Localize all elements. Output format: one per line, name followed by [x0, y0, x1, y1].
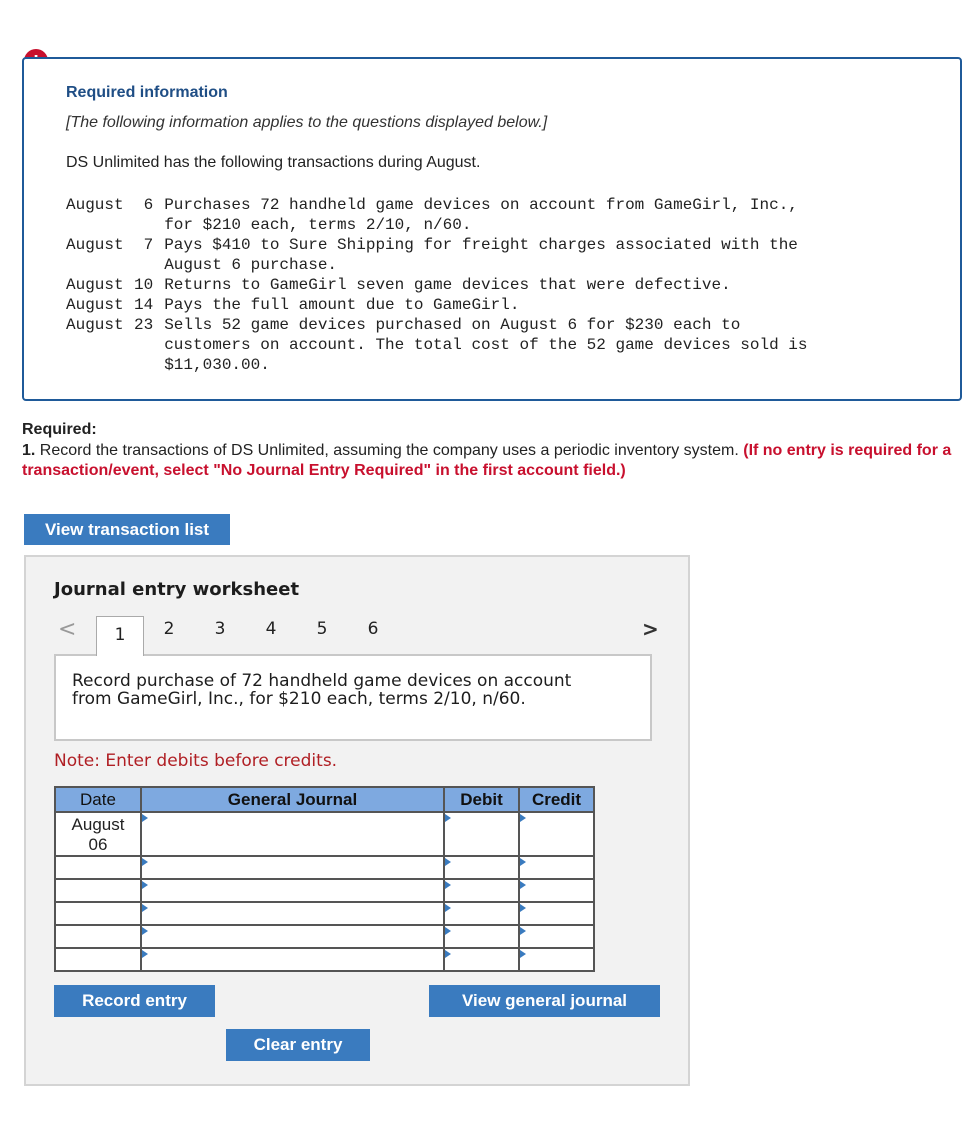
debit-input[interactable] [444, 925, 519, 948]
credit-input[interactable] [519, 925, 594, 948]
record-entry-button[interactable]: Record entry [54, 985, 215, 1017]
input-marker-icon [520, 904, 526, 912]
transaction-month: August [66, 276, 124, 294]
tab-1[interactable]: 1 [96, 616, 144, 656]
journal-row [55, 812, 594, 856]
debit-credit-note: Note: Enter debits before credits. [54, 751, 338, 771]
credit-input[interactable] [519, 948, 594, 971]
input-marker-icon [445, 904, 451, 912]
account-select[interactable] [141, 812, 444, 856]
journal-row [55, 948, 594, 971]
transaction-description-line: for $210 each, terms 2/10, n/60. [164, 216, 472, 234]
transaction-row [66, 255, 904, 275]
date-cell [55, 879, 141, 902]
journal-row [55, 879, 594, 902]
input-marker-icon [445, 858, 451, 866]
transaction-row [66, 335, 904, 355]
dropdown-marker-icon [142, 904, 148, 912]
input-marker-icon [445, 950, 451, 958]
transaction-day: 7 [143, 236, 154, 254]
tab-3[interactable]: 3 [214, 619, 226, 639]
input-marker-icon [445, 881, 451, 889]
view-general-journal-button[interactable]: View general journal [429, 985, 660, 1017]
journal-table [54, 786, 595, 972]
credit-input[interactable] [519, 856, 594, 879]
journal-row [55, 902, 594, 925]
input-marker-icon [520, 881, 526, 889]
date-cell [55, 812, 141, 856]
tab-6[interactable]: 6 [367, 619, 379, 639]
transaction-description-line: Sells 52 game devices purchased on August 6 for $230 each to [164, 316, 741, 334]
date-cell [55, 902, 141, 925]
debit-input[interactable] [444, 879, 519, 902]
chevron-left-icon[interactable]: < [58, 617, 77, 642]
applies-note: [The following information applies to the questions displayed below.] [66, 114, 548, 131]
credit-header: Credit [519, 787, 594, 812]
general-journal-header: General Journal [141, 787, 444, 812]
input-marker-icon [520, 950, 526, 958]
view-transaction-list-button[interactable]: View transaction list [24, 514, 230, 545]
required-information-box [22, 57, 962, 401]
debit-input[interactable] [444, 812, 519, 856]
credit-input[interactable] [519, 812, 594, 856]
transaction-description-line: Pays the full amount due to GameGirl. [164, 296, 520, 314]
transaction-day: 6 [143, 196, 154, 214]
transaction-month: August [66, 236, 124, 254]
transaction-row [66, 235, 904, 255]
transaction-description-box [54, 654, 652, 741]
credit-input[interactable] [519, 879, 594, 902]
account-select[interactable] [141, 879, 444, 902]
transaction-row [66, 195, 904, 215]
debit-input[interactable] [444, 902, 519, 925]
transactions-table [66, 195, 904, 375]
tab-4[interactable]: 4 [265, 619, 277, 639]
intro-text: DS Unlimited has the following transactions during August. [66, 154, 481, 171]
transaction-description-line: Returns to GameGirl seven game devices that were defective. [164, 276, 731, 294]
transaction-month: August [66, 196, 124, 214]
transaction-row [66, 315, 904, 335]
debit-input[interactable] [444, 856, 519, 879]
transaction-row [66, 215, 904, 235]
credit-input[interactable] [519, 902, 594, 925]
tab-2[interactable]: 2 [163, 619, 175, 639]
journal-row [55, 856, 594, 879]
journal-entry-worksheet [24, 555, 690, 1086]
dropdown-marker-icon [142, 881, 148, 889]
debit-input[interactable] [444, 948, 519, 971]
account-select[interactable] [141, 948, 444, 971]
date-cell [55, 948, 141, 971]
required-label: Required: [22, 421, 97, 438]
required-number: 1. [22, 442, 36, 459]
transaction-description: Record purchase of 72 handheld game devices on account from GameGirl, Inc., for $210 each, terms 2/10, n/60. [72, 671, 572, 709]
account-select[interactable] [141, 902, 444, 925]
debit-header: Debit [444, 787, 519, 812]
transaction-row [66, 355, 904, 375]
account-select[interactable] [141, 925, 444, 948]
chevron-right-icon[interactable]: > [642, 617, 659, 641]
required-instruction: (If no entry is required for a transaction/event, select "No Journal Entry Required" in the first account field.) [22, 442, 952, 479]
journal-row [55, 925, 594, 948]
transaction-row [66, 295, 904, 315]
tab-5[interactable]: 5 [316, 619, 328, 639]
clear-entry-button[interactable]: Clear entry [226, 1029, 370, 1061]
date-month: August [71, 815, 125, 834]
worksheet-title: Journal entry worksheet [54, 579, 300, 600]
required-text: Record the transactions of DS Unlimited, assuming the company uses a periodic inventory system. [39, 442, 739, 459]
dropdown-marker-icon [142, 927, 148, 935]
transaction-description-line: Pays $410 to Sure Shipping for freight charges associated with the [164, 236, 798, 254]
required-instructions [22, 441, 952, 481]
journal-header-row [55, 787, 594, 812]
input-marker-icon [520, 814, 526, 822]
transaction-description-line: customers on account. The total cost of the 52 game devices sold is [164, 336, 808, 354]
required-information-title: Required information [66, 84, 228, 101]
dropdown-marker-icon [142, 814, 148, 822]
transaction-day: 23 [134, 316, 154, 334]
account-select[interactable] [141, 856, 444, 879]
date-header: Date [55, 787, 141, 812]
dropdown-marker-icon [142, 950, 148, 958]
date-cell [55, 925, 141, 948]
date-day: 06 [88, 835, 108, 854]
input-marker-icon [445, 814, 451, 822]
transaction-month: August [66, 316, 124, 334]
transaction-row [66, 275, 904, 295]
input-marker-icon [520, 858, 526, 866]
date-cell [55, 856, 141, 879]
transaction-description-line: $11,030.00. [164, 356, 270, 374]
dropdown-marker-icon [142, 858, 148, 866]
transaction-month: August [66, 296, 124, 314]
transaction-day: 14 [134, 296, 154, 314]
transaction-day: 10 [134, 276, 154, 294]
input-marker-icon [445, 927, 451, 935]
transaction-description-line: August 6 purchase. [164, 256, 338, 274]
input-marker-icon [520, 927, 526, 935]
transaction-description-line: Purchases 72 handheld game devices on account from GameGirl, Inc., [164, 196, 798, 214]
